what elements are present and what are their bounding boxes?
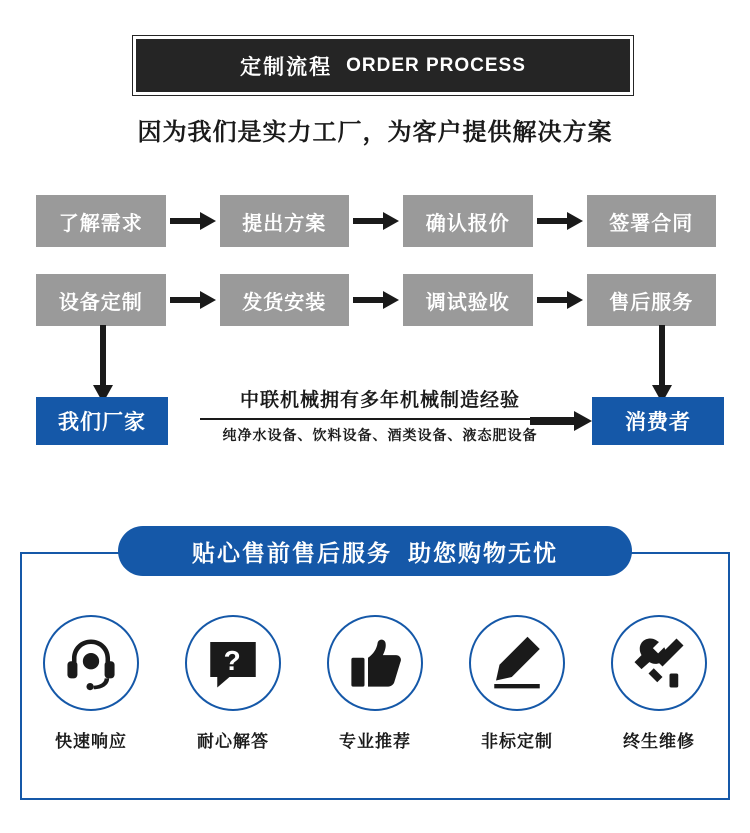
service-item-custom-design — [452, 615, 582, 752]
wrench-screwdriver-icon — [611, 615, 707, 711]
flow-step-8: 售后服务 — [587, 274, 717, 326]
header-banner — [133, 36, 633, 95]
service-item-quick-response — [26, 615, 156, 752]
service-item-lifetime-repair — [594, 615, 724, 752]
service-title-sub: 助您购物无忧 — [408, 539, 558, 566]
service-title-pill — [118, 526, 632, 576]
flow-step-5: 设备定制 — [36, 274, 166, 326]
flow-row-1 — [36, 195, 716, 247]
service-label: 非标定制 — [481, 732, 553, 751]
flow-step-7: 调试验收 — [403, 274, 533, 326]
arrow-right-icon — [349, 212, 403, 230]
flow-step-2: 提出方案 — [220, 195, 350, 247]
headset-icon — [43, 615, 139, 711]
header-title-cn: 定制流程 — [240, 55, 333, 79]
thumbs-up-icon — [327, 615, 423, 711]
middle-text-block — [180, 388, 580, 445]
service-item-professional-recommendation — [310, 615, 440, 752]
service-item-patient-answer — [168, 615, 298, 752]
question-bubble-icon — [185, 615, 281, 711]
arrow-down-left-icon — [91, 325, 115, 403]
middle-text-line1: 中联机械拥有多年机械制造经验 — [239, 390, 520, 411]
svg-text:?: ? — [223, 645, 241, 676]
service-label: 终生维修 — [623, 732, 695, 751]
service-label: 耐心解答 — [197, 732, 269, 751]
arrow-down-right-icon — [650, 325, 674, 403]
flow-step-4: 签署合同 — [587, 195, 717, 247]
arrow-right-long-icon — [530, 411, 592, 431]
middle-text-line2: 纯净水设备、饮料设备、酒类设备、液态肥设备 — [222, 427, 538, 443]
consumer-box: 消费者 — [592, 397, 724, 445]
arrow-right-icon — [349, 291, 403, 309]
flow-chart — [36, 195, 716, 353]
arrow-right-icon — [533, 291, 587, 309]
arrow-right-icon — [166, 212, 220, 230]
service-item-list — [20, 615, 730, 752]
service-title-cn: 贴心售前售后服务 — [192, 539, 392, 566]
pencil-icon — [469, 615, 565, 711]
flow-step-6: 发货安装 — [220, 274, 350, 326]
flow-row-2 — [36, 274, 716, 326]
divider — [200, 418, 560, 420]
factory-box: 我们厂家 — [36, 397, 168, 445]
flow-step-1: 了解需求 — [36, 195, 166, 247]
flow-step-3: 确认报价 — [403, 195, 533, 247]
service-label: 专业推荐 — [339, 732, 411, 751]
service-label: 快速响应 — [55, 732, 127, 751]
arrow-right-icon — [166, 291, 220, 309]
arrow-right-icon — [533, 212, 587, 230]
header-title-en: ORDER PROCESS — [346, 54, 526, 76]
subtitle: 因为我们是实力工厂，为客户提供解决方案 — [137, 119, 613, 146]
